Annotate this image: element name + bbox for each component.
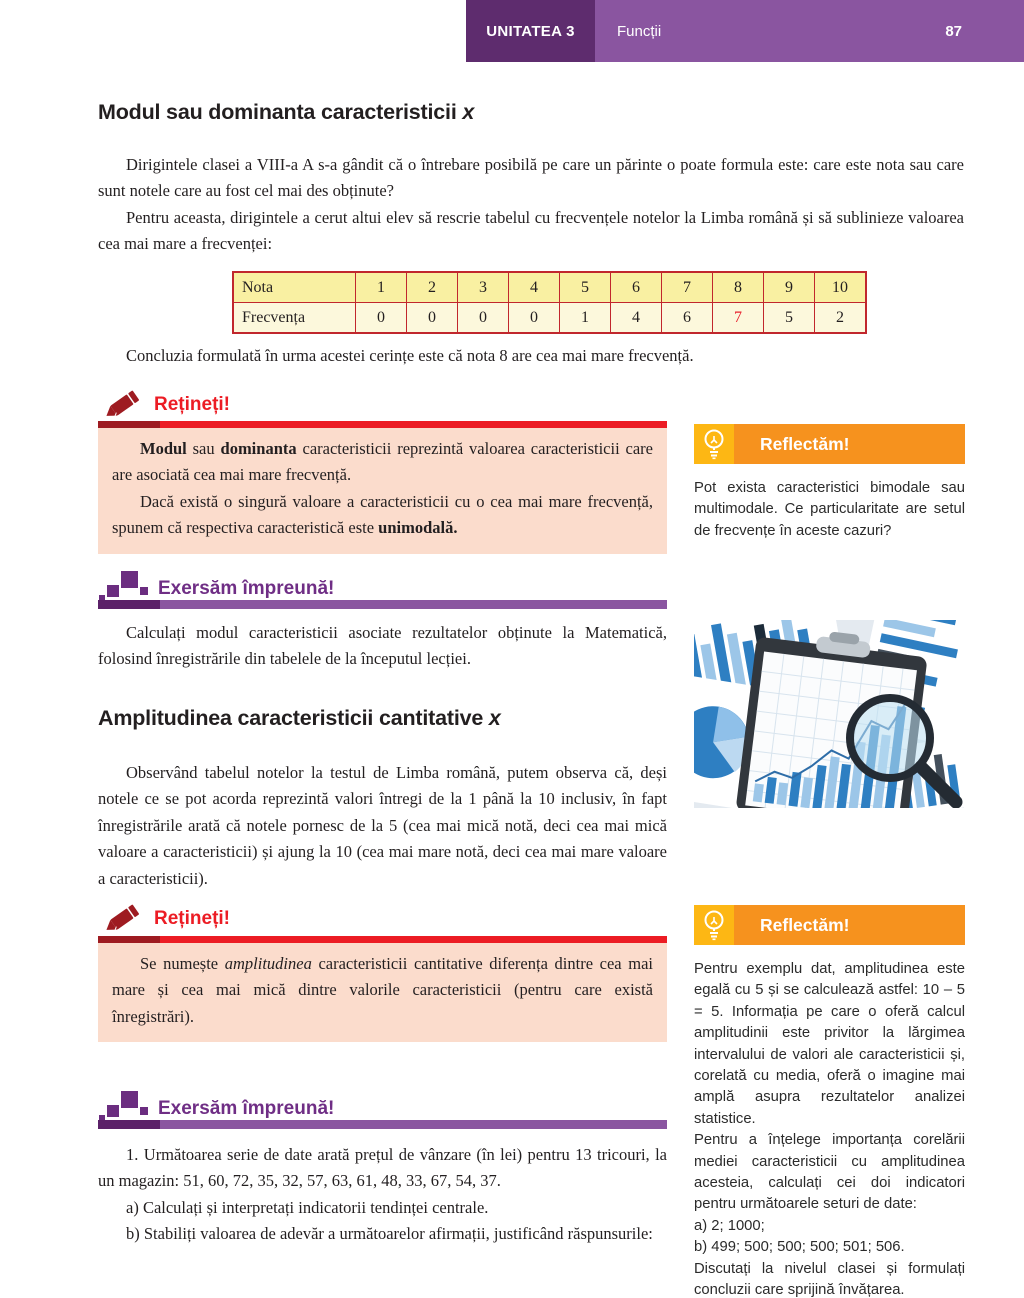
page-number: 87 [945,22,962,40]
text: caracteristicii reprezintă valoarea caracteristicii care are asociată cea mai mare frecvență. [112,439,653,485]
table-row-frecventa [233,303,866,334]
pencil-icon [100,902,144,936]
text: Dacă există o singură valoare a caracteristicii cu o cea mai mare frecvență, spunem că respectiva caracteristică este [112,491,653,538]
retineti-box-1 [98,428,667,554]
purple-divider [98,600,667,609]
paragraph: Pentru a înțelege importanța corelării mediei caracteristicii cu amplitudinea acesteia, calculați cei doi indicatori pentru următoarele seturi de date: [694,1132,965,1213]
retineti-box-2 [98,943,667,1042]
table-cell: 8 [713,272,764,303]
exersam-heading [98,566,334,602]
text: caracteristicii cantitative diferența dintre cea mai mare și cea mai mică dintre valorile caracteristicii (pentru care există înregistrări). [112,954,653,1026]
table-cell: 6 [611,272,662,303]
reflectam-label: Reflectăm! [734,424,965,464]
reflectam-text [694,478,965,542]
chapter-title: Funcții [617,22,662,40]
paragraph: Pentru aceasta, dirigintele a cerut altui elev să rescrie tabelul cu frecvențele notelor la Limba română și să sublinieze valoarea cea mai mare a frecvenței: [98,207,964,254]
exercise-item-1: 1. Următoarea serie de date arată prețul de vânzare (în lei) pentru 13 tricouri, la un magazin: 51, 60, 72, 35, 32, 57, 63, 61, 48, 33, 67, 54, 37. [98,1145,667,1191]
lightbulb-icon [694,905,734,945]
red-divider [98,421,667,428]
paragraph: Pot exista caracteristici bimodale sau multimodale. Ce particularitate are setul de frecvențe în aceste cazuri? [694,480,965,539]
list-item-a: a) 2; 1000; [694,1217,765,1234]
table-cell-highlighted: 7 [713,303,764,334]
exercise-list [98,1142,667,1248]
table-cell: 2 [815,303,867,334]
exersam-heading [98,1086,334,1122]
retineti-heading [100,902,230,936]
paragraph: Calculați modul caracteristicii asociate rezultatelor obținute la Matematică, folosind înregistrările din tabelele de la începutul lecției. [98,623,667,669]
table-cell: 1 [356,272,407,303]
table-cell: 3 [458,272,509,303]
page-header [466,0,1024,62]
squares-icon [98,566,148,602]
table-cell: 0 [509,303,560,334]
table-cell: 0 [458,303,509,334]
table-cell: 0 [407,303,458,334]
term-modul: Modul [140,439,187,458]
paragraph: Pentru exemplu dat, amplitudinea este egală cu 5 și se calculează astfel: 10 – 5 = 5. Informația pe care o oferă calcul amplitudinii este privitor la lărgimea intervalului de valori ale caracteristicii și, corelată cu media, oferă o imagine mai amplă asupra rezultatelor analizei statistice. [694,961,965,1127]
unit-badge: UNITATEA 3 [466,0,595,62]
definition-paragraph [112,489,653,542]
table-cell: 1 [560,303,611,334]
exersam-label: Exersăm împreună! [158,578,335,599]
squares-icon [98,1086,148,1122]
term-amplitudinea: amplitudinea [224,954,312,973]
text: Se numește [140,954,225,973]
table-cell: 7 [662,272,713,303]
reflectam-text [694,959,965,1298]
section-title-text: Modul sau dominanta caracteristicii [98,100,463,124]
table-cell: 0 [356,303,407,334]
term-unimodala: unimodală. [378,518,458,538]
retineti-label: Rețineți! [154,394,230,415]
table-cell: 4 [509,272,560,303]
paragraph: Dirigintele clasei a VIII-a A s-a gândit că o întrebare posibilă pe care un părinte o poate formula este: care este nota sau care sunt notele care au fost cel mai des obținute? [98,155,964,201]
table-cell: 5 [764,303,815,334]
pencil-icon [100,388,144,422]
paragraph: Discutați la nivelul clasei și formulați concluzii care sprijină învățarea. [694,1260,965,1298]
table-row-nota [233,272,866,303]
row-label: Frecvența [233,303,356,334]
section-title-text: Amplitudinea caracteristicii cantitative [98,706,489,730]
list-item-b: b) 499; 500; 500; 500; 501; 506. [694,1239,905,1256]
table-cell: 10 [815,272,867,303]
section-title-variable: x [488,706,501,730]
lightbulb-icon [694,424,734,464]
table-cell: 4 [611,303,662,334]
section-title-variable: x [462,100,475,124]
reflectam-label: Reflectăm! [734,905,965,945]
section-title-mode [98,100,474,125]
term-dominanta: dominanta [220,439,297,458]
definition-paragraph [112,951,653,1030]
purple-divider [98,1120,667,1129]
table-cell: 2 [407,272,458,303]
amplitude-paragraph [98,760,667,892]
exersam-label: Exersăm împreună! [158,1098,335,1119]
reflectam-header [694,424,965,464]
statistics-charts-photo [694,620,964,808]
text: sau [186,439,221,458]
table-cell: 6 [662,303,713,334]
paragraph: Concluzia formulată în urma acestei cerințe este că nota 8 are cea mai mare frecvență. [126,346,694,365]
section-title-amplitude [98,706,501,731]
definition-paragraph [112,436,653,489]
red-divider [98,936,667,943]
exercise-item-a: a) Calculați și interpretați indicatorii tendinței centrale. [126,1197,489,1217]
reflectam-header [694,905,965,945]
row-label: Nota [233,272,356,303]
table-cell: 5 [560,272,611,303]
retineti-heading [100,388,230,422]
exersam-task-1 [98,620,667,673]
paragraph: Observând tabelul notelor la testul de Limba română, putem observa că, deși notele ce se pot acorda reprezintă valori întregi de la 1 până la 10 inclusiv, în fapt înregistrările arată că notele pornesc de la 5 (cea mai mică notă, deci cea mai mică valoare a caracteristicii) și ajung la 10 (cea mai mare notă, deci cea mai mare valoare a caracteristicii). [98,763,667,888]
reflectam-box-1 [694,424,965,542]
conclusion-paragraph [98,343,964,369]
retineti-label: Rețineți! [154,908,230,929]
table-cell: 9 [764,272,815,303]
exercise-item-b: b) Stabiliți valoarea de adevăr a următoarelor afirmații, justificând răspunsurile: [126,1224,653,1244]
frequency-table [232,271,867,334]
intro-paragraphs [98,152,964,258]
reflectam-box-2 [694,905,965,1298]
